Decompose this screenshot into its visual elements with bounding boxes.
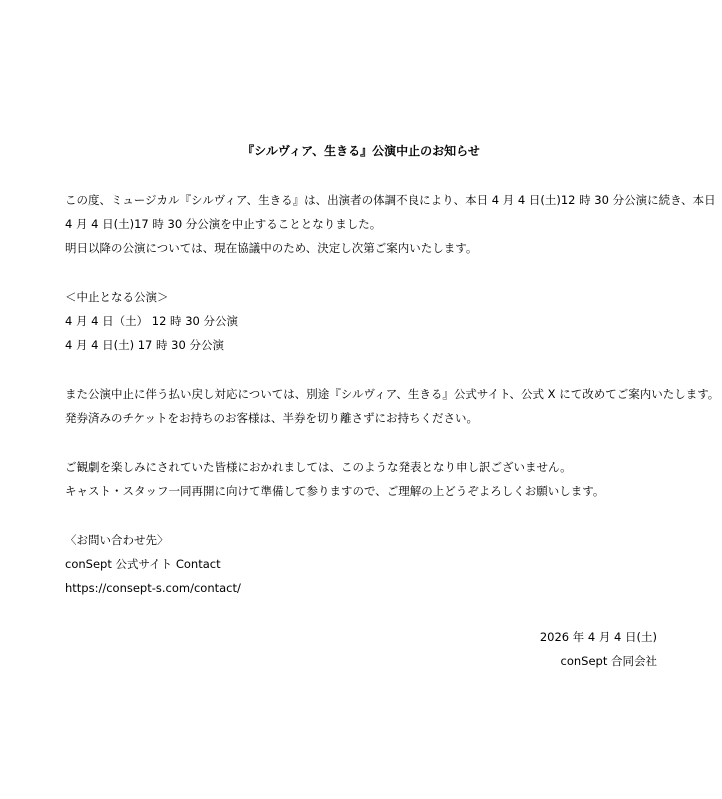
paragraph2-line2: 発券済みのチケットをお持ちのお客様は、半券を切り離さずにお持ちください。 xyxy=(65,411,478,425)
paragraph1-line3: 明日以降の公演については、現在協議中のため、決定し次第ご案内いたします。 xyxy=(65,241,478,255)
paragraph3-line1: ご観劇を楽しみにされていた皆様におかれましては、このような発表となり申し訳ございません。 xyxy=(65,460,572,474)
cancelled-item-2: 4 月 4 日(土) 17 時 30 分公演 xyxy=(65,338,224,352)
company-name: conSept 合同会社 xyxy=(560,654,657,668)
paragraph1-line1: この度、ミュージカル『シルヴィア、生きる』は、出演者の体調不良により、本日 4 月 4 日(土)12 時 30 分公演に続き、本日 xyxy=(65,193,716,207)
paragraph1-line2: 4 月 4 日(土)17 時 30 分公演を中止することとなりました。 xyxy=(65,217,382,231)
contact-site: conSept 公式サイト Contact xyxy=(65,557,221,571)
notice-date: 2026 年 4 月 4 日(土) xyxy=(539,630,657,644)
paragraph2-line1: また公演中止に伴う払い戻し対応については、別途『シルヴィア、生きる』公式サイト、公式 X にて改めてご案内いたします。 xyxy=(65,387,720,401)
notice-title: 『シルヴィア、生きる』公演中止のお知らせ xyxy=(242,144,480,158)
cancelled-item-1: 4 月 4 日（土） 12 時 30 分公演 xyxy=(65,314,238,328)
cancelled-heading: ＜中止となる公演＞ xyxy=(65,290,169,304)
contact-heading: 〈お問い合わせ先〉 xyxy=(65,533,169,547)
contact-url[interactable]: https://consept-s.com/contact/ xyxy=(65,581,241,595)
paragraph3-line2: キャスト・スタッフ一同再開に向けて準備して参りますので、ご理解の上どうぞよろしくお願いします。 xyxy=(65,484,605,498)
